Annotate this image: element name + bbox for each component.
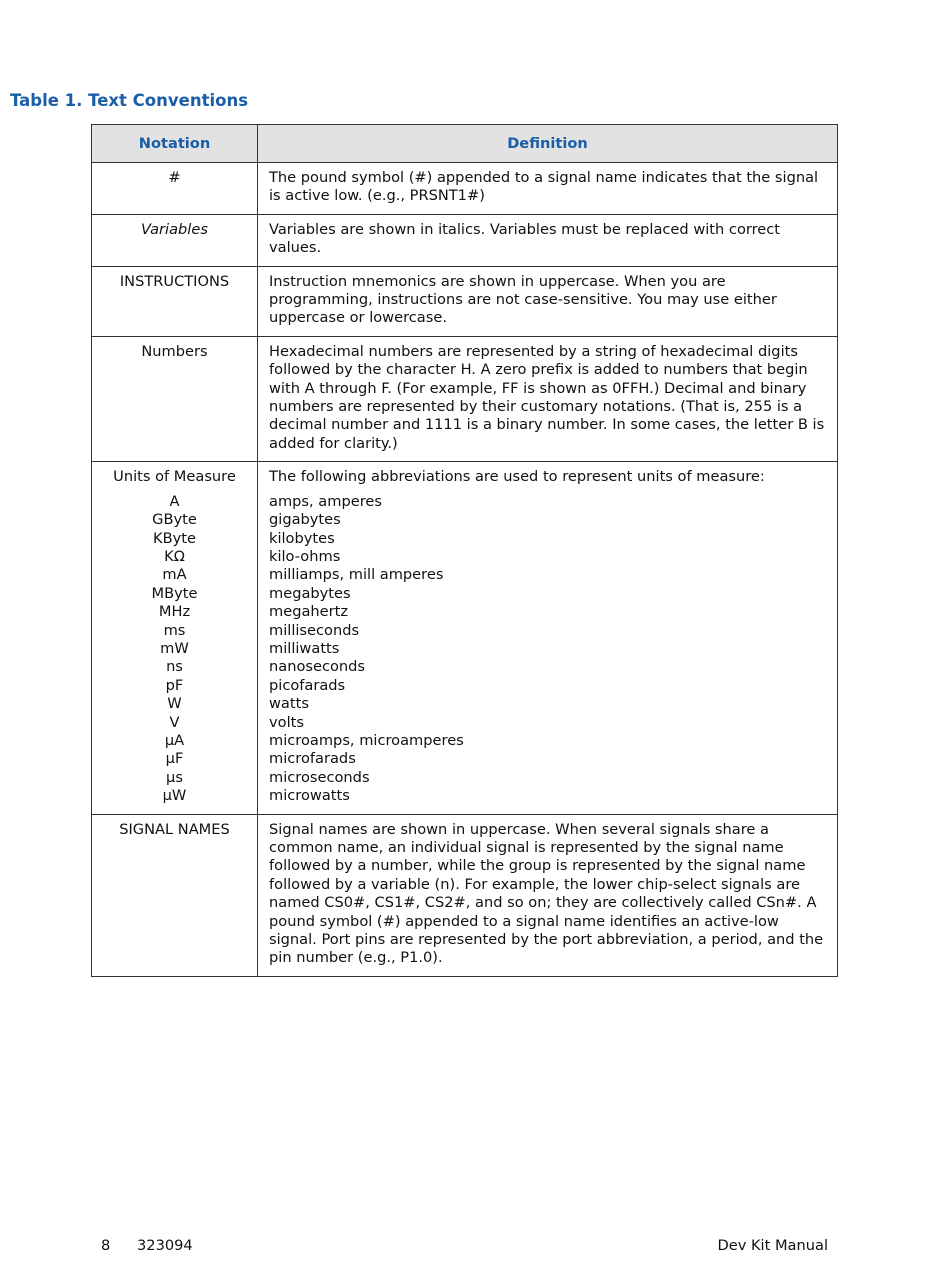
definition-cell: Variables are shown in italics. Variables must be replaced with correct values. <box>258 214 838 266</box>
unit-meaning: kilobytes <box>269 529 335 547</box>
unit-abbreviation: pF <box>165 676 184 694</box>
notation-cell: Numbers <box>92 336 258 461</box>
table-row <box>92 336 838 461</box>
unit-abbreviation: MHz <box>158 603 191 621</box>
unit-abbreviation: A <box>169 492 180 510</box>
unit-meaning: milliwatts <box>269 639 340 657</box>
unit-abbreviation: MByte <box>151 584 198 602</box>
unit-meaning: watts <box>269 695 309 713</box>
unit-abbreviation: W <box>167 695 182 713</box>
notation-cell: INSTRUCTIONS <box>92 266 258 336</box>
unit-meaning: kilo-ohms <box>269 547 341 565</box>
definition-cell: Instruction mnemonics are shown in uppercase. When you are programming, instructions are not case-sensitive. You may use either uppercase or lowercase. <box>258 266 838 336</box>
unit-meaning: milliseconds <box>269 621 360 639</box>
table-caption: Table 1. Text Conventions <box>10 91 249 110</box>
unit-abbreviation: mA <box>162 566 187 584</box>
unit-meaning: microfarads <box>269 750 356 768</box>
unit-abbreviation: V <box>169 713 180 731</box>
unit-meaning: nanoseconds <box>269 658 366 676</box>
definition-cell <box>258 462 838 814</box>
unit-meaning: microseconds <box>269 768 370 786</box>
units-notation-label: Units of Measure <box>113 468 236 486</box>
notation-variables: Variables <box>141 220 208 238</box>
definition-cell: The pound symbol (#) appended to a signal name indicates that the signal is active low. (e.g., PRSNT1#) <box>258 163 838 215</box>
unit-meaning: amps, amperes <box>269 492 382 510</box>
page-number: 8 <box>101 1237 111 1254</box>
unit-meaning: picofarads <box>269 676 346 694</box>
table-row-units <box>92 462 838 814</box>
table-row <box>92 814 838 976</box>
notation-cell <box>92 214 258 266</box>
notation-cell <box>92 462 258 814</box>
notation-cell: SIGNAL NAMES <box>92 814 258 976</box>
notation-cell: # <box>92 163 258 215</box>
unit-abbreviation: μA <box>164 731 185 749</box>
unit-abbreviation: GByte <box>152 511 197 529</box>
table-row <box>92 266 838 336</box>
unit-meaning: gigabytes <box>269 511 341 529</box>
unit-meaning: milliamps, mill amperes <box>269 566 444 584</box>
unit-meaning: microamps, microamperes <box>269 731 464 749</box>
table-row <box>92 163 838 215</box>
unit-abbreviation: ns <box>166 658 183 676</box>
table-row <box>92 214 838 266</box>
text-conventions-table <box>91 124 838 977</box>
unit-meaning: megahertz <box>269 603 349 621</box>
unit-abbreviation: mW <box>160 639 189 657</box>
units-definition-intro: The following abbreviations are used to represent units of measure: <box>269 468 765 486</box>
unit-abbreviation: ms <box>163 621 186 639</box>
document-number: 323094 <box>137 1237 193 1254</box>
unit-meaning: megabytes <box>269 584 351 602</box>
unit-meaning-list <box>269 493 826 806</box>
header-definition: Definition <box>258 125 838 163</box>
unit-abbreviation-list <box>96 493 253 806</box>
unit-abbreviation: μW <box>162 787 187 805</box>
unit-meaning: microwatts <box>269 787 350 805</box>
unit-meaning: volts <box>269 713 304 731</box>
definition-cell: Signal names are shown in uppercase. When several signals share a common name, an individual signal is represented by the signal name followed by a number, while the group is represented by the signal name followed by a variable (n). For example, the lower chip-select signals are named CS0#, CS1#, CS2#, and so on; they are collectively called CSn#. A pound symbol (#) appended to a signal name identifies an active-low signal. Port pins are represented by the port abbreviation, a period, and the pin number (e.g., P1.0). <box>258 814 838 976</box>
unit-abbreviation: μs <box>166 768 183 786</box>
document-title: Dev Kit Manual <box>717 1237 828 1254</box>
unit-abbreviation: KΩ <box>164 547 185 565</box>
table-header-row <box>92 125 838 163</box>
definition-cell: Hexadecimal numbers are represented by a string of hexadecimal digits followed by the character H. A zero prefix is added to numbers that begin with A through F. (For example, FF is shown as 0FFH.) Decimal and binary numbers are represented by their customary notations. (That is, 255 is a decimal number and 1111 is a binary number. In some cases, the letter B is added for clarity.) <box>258 336 838 461</box>
unit-abbreviation: KByte <box>153 529 196 547</box>
header-notation: Notation <box>92 125 258 163</box>
unit-abbreviation: μF <box>165 750 184 768</box>
